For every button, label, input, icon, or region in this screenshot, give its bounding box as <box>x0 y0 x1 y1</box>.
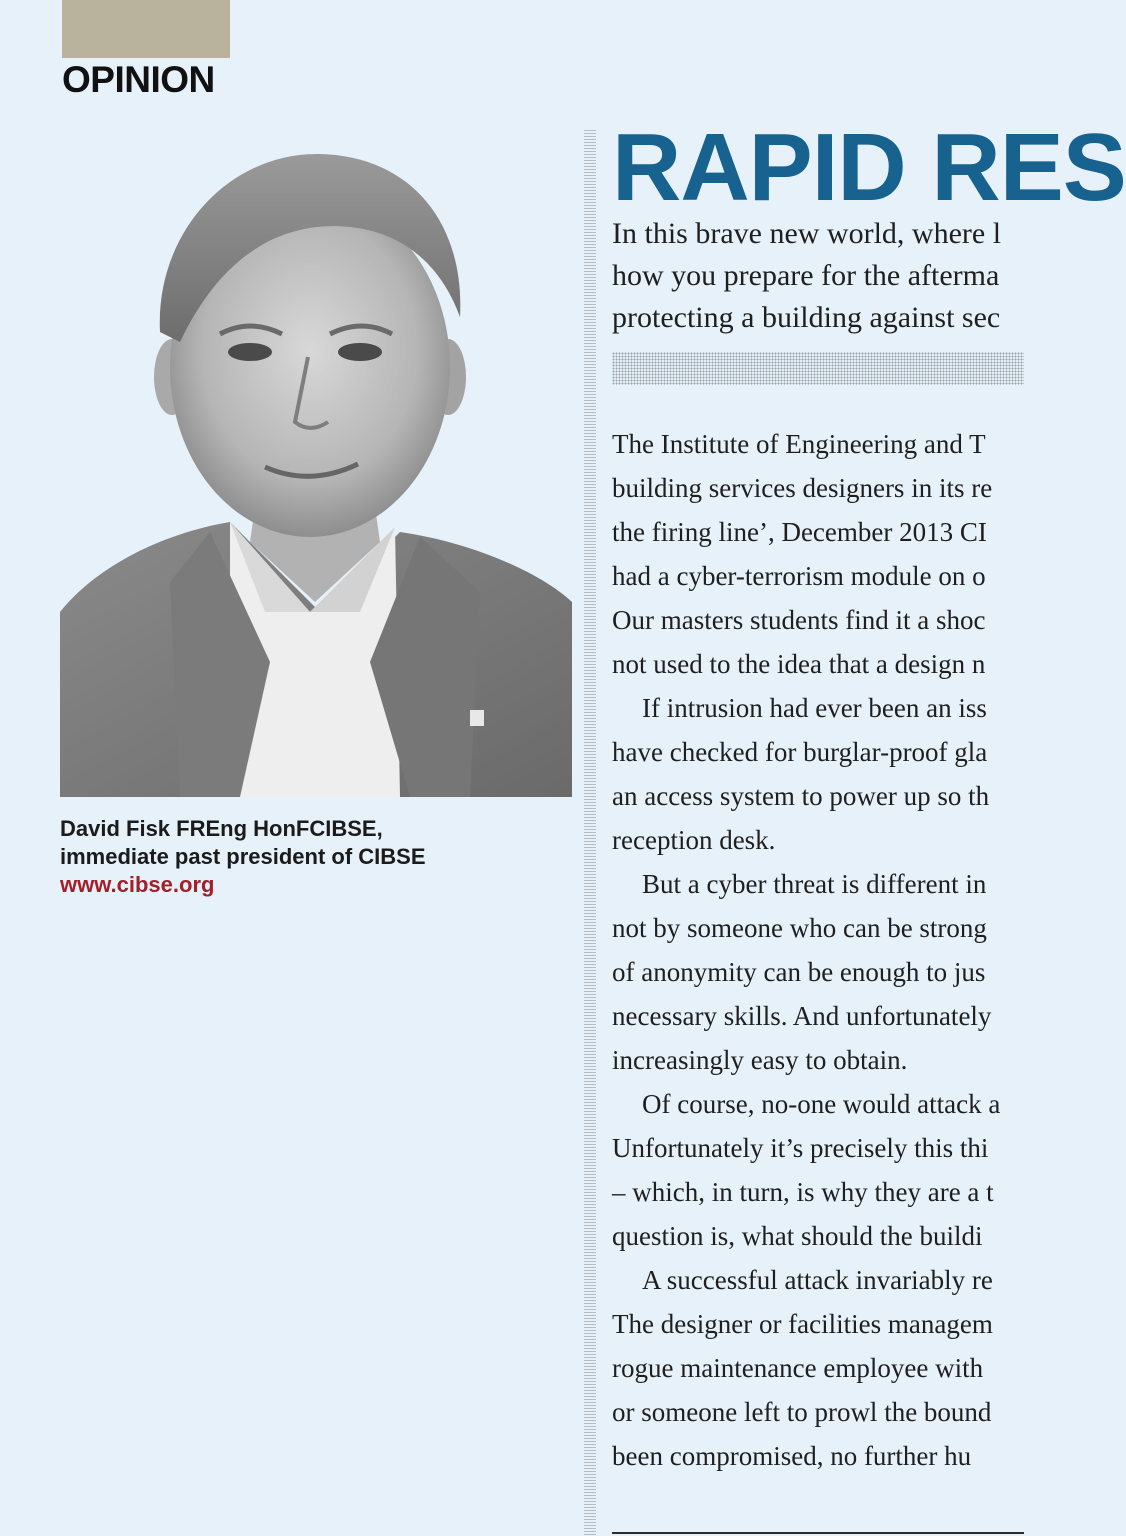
author-website-link[interactable]: www.cibse.org <box>60 872 215 897</box>
body-line: or someone left to prowl the bound <box>612 1397 992 1427</box>
column-divider <box>584 130 596 1536</box>
body-line: had a cyber-terrorism module on o <box>612 561 986 591</box>
body-line: necessary skills. And unfortunately <box>612 1001 992 1031</box>
body-line: building services designers in its re <box>612 473 993 503</box>
body-line: If intrusion had ever been an iss <box>642 693 987 723</box>
portrait-illustration <box>60 142 572 797</box>
body-line: of anonymity can be enough to jus <box>612 957 986 987</box>
standfirst-line: how you prepare for the afterma <box>612 259 1000 292</box>
body-line: have checked for burglar-proof gla <box>612 737 988 767</box>
body-line: The Institute of Engineering and T <box>612 429 986 459</box>
body-line: But a cyber threat is different in <box>642 869 987 899</box>
article-body <box>612 422 1000 1478</box>
dotted-separator <box>612 352 1024 385</box>
body-line: not used to the idea that a design n <box>612 649 986 679</box>
body-line: the firing line’, December 2013 CI <box>612 517 987 547</box>
section-tag-bar <box>62 0 230 58</box>
body-line: been compromised, no further hu <box>612 1441 972 1471</box>
body-line: A successful attack invariably re <box>642 1265 993 1295</box>
body-line: question is, what should the buildi <box>612 1221 983 1251</box>
body-line: The designer or facilities managem <box>612 1309 993 1339</box>
body-line: not by someone who can be strong <box>612 913 987 943</box>
section-label: OPINION <box>62 59 215 100</box>
body-line: an access system to power up so th <box>612 781 990 811</box>
author-caption <box>60 815 426 899</box>
standfirst-line: protecting a building against sec <box>612 301 1001 334</box>
body-line: increasingly easy to obtain. <box>612 1045 908 1075</box>
bottom-rule <box>612 1532 1024 1534</box>
body-line: Our masters students find it a shoc <box>612 605 986 635</box>
author-role: immediate past president of CIBSE <box>60 844 426 869</box>
author-portrait-photo <box>60 142 572 797</box>
author-name: David Fisk FREng HonFCIBSE, <box>60 816 383 841</box>
body-line: rogue maintenance employee with <box>612 1353 984 1383</box>
standfirst-line: In this brave new world, where l <box>612 217 1002 250</box>
article-headline: RAPID RES <box>612 114 1126 221</box>
body-line: – which, in turn, is why they are a t <box>612 1177 994 1207</box>
article-standfirst <box>612 213 1001 339</box>
body-line: Unfortunately it’s precisely this thi <box>612 1133 989 1163</box>
body-line: reception desk. <box>612 825 776 855</box>
body-line: Of course, no-one would attack a <box>642 1089 1001 1119</box>
